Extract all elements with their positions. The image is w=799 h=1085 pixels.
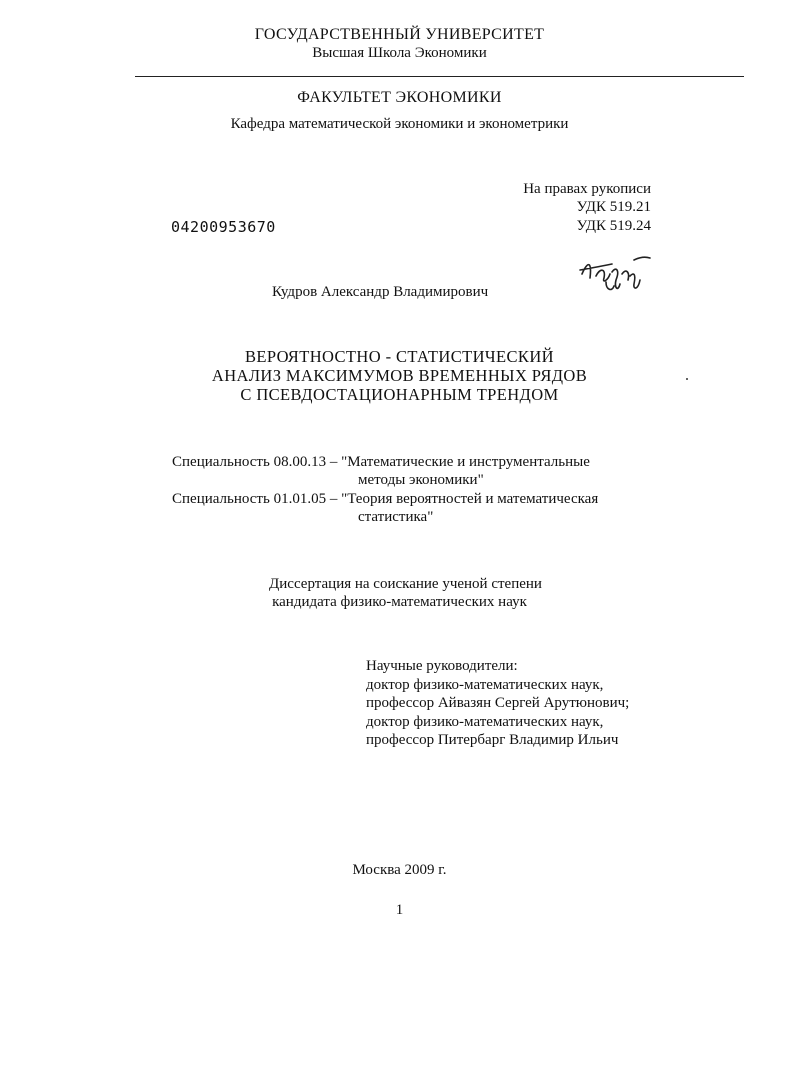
faculty-name: ФАКУЛЬТЕТ ЭКОНОМИКИ (297, 89, 502, 106)
specialty-2-code: Специальность 01.01.05 – (172, 491, 338, 507)
degree-purpose-line-1: Диссертация на соискание ученой степени (269, 576, 542, 592)
manuscript-rights: На правах рукописи (523, 181, 651, 197)
advisor-1-degree: доктор физико-математических наук, (366, 677, 604, 693)
specialty-2-title-a: "Теория вероятностей и математическая (341, 491, 599, 507)
specialty-1-title-b: методы экономики" (358, 472, 484, 488)
udc-code-2: УДК 519.24 (576, 218, 651, 234)
advisor-1-name: профессор Айвазян Сергей Арутюнович; (366, 695, 630, 711)
specialty-2-title-b: статистика" (358, 509, 434, 525)
dissertation-title-line-3: С ПСЕВДОСТАЦИОНАРНЫМ ТРЕНДОМ (240, 385, 559, 404)
dissertation-title-line-2: АНАЛИЗ МАКСИМУМОВ ВРЕМЕННЫХ РЯДОВ (211, 366, 588, 385)
department-name: Кафедра математической экономики и эконометрики (230, 116, 569, 132)
specialty-1-title-a: "Математические и инструментальные (341, 454, 590, 470)
registration-number: 04200953670 (171, 218, 276, 236)
advisors-heading: Научные руководители: (366, 658, 518, 674)
university-name: ГОСУДАРСТВЕННЫЙ УНИВЕРСИТЕТ (254, 26, 545, 43)
page-number: 1 (395, 902, 404, 918)
specialty-1-code: Специальность 08.00.13 – (172, 454, 338, 470)
specialty-2 (172, 492, 598, 507)
udc-code-1: УДК 519.21 (576, 199, 651, 215)
header-divider (135, 76, 744, 77)
degree-purpose-line-2: кандидата физико-математических наук (272, 594, 527, 610)
author-name: Кудров Александр Владимирович (272, 284, 489, 300)
specialty-1 (172, 455, 590, 470)
dissertation-title-line-1: ВЕРОЯТНОСТНО - СТАТИСТИЧЕСКИЙ (245, 347, 554, 366)
school-name: Высшая Школа Экономики (312, 45, 487, 61)
city-year: Москва 2009 г. (352, 862, 447, 878)
scan-speck (686, 378, 688, 380)
advisor-2-degree: доктор физико-математических наук, (366, 714, 604, 730)
author-signature (572, 250, 652, 298)
advisor-2-name: профессор Питербарг Владимир Ильич (366, 732, 619, 748)
